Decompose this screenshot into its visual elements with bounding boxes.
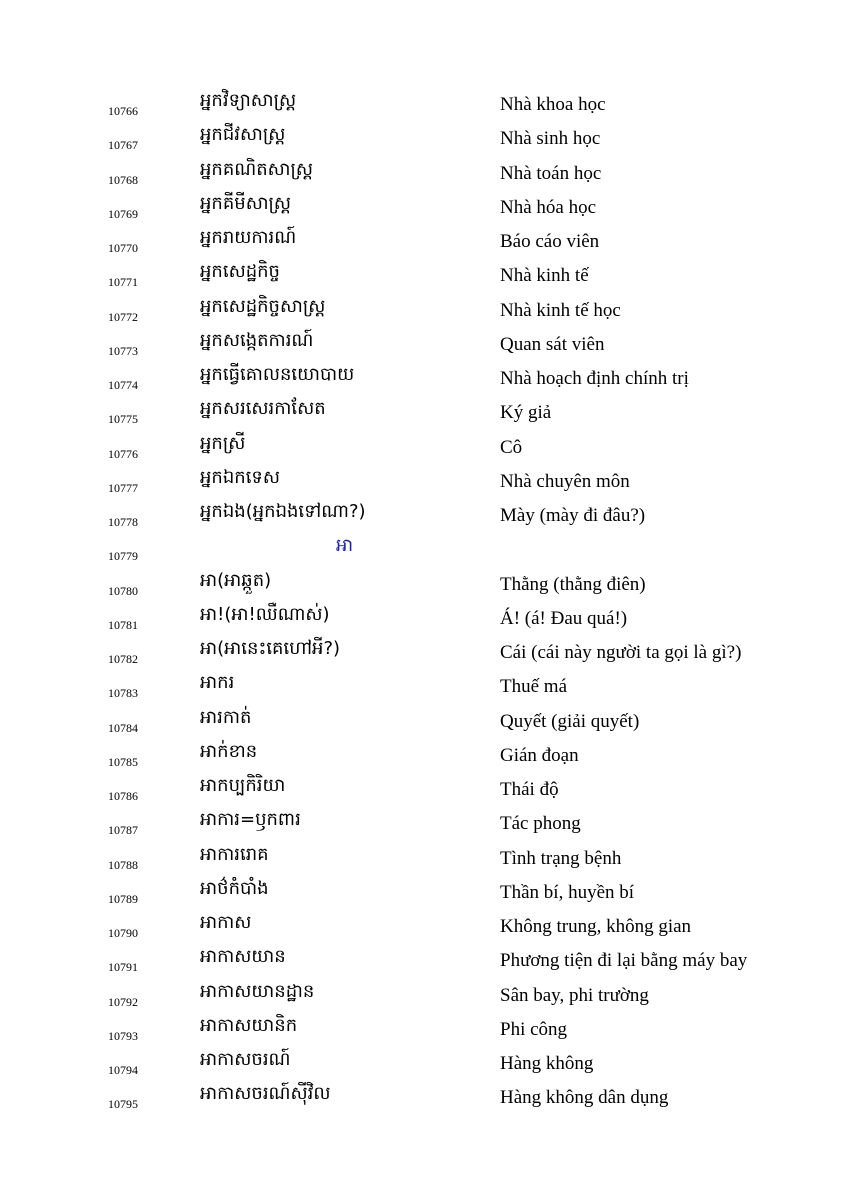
dictionary-entry	[0, 570, 848, 604]
vietnamese-translation: Không trung, không gian	[500, 916, 692, 937]
dictionary-entry	[0, 809, 848, 843]
entry-number: 10769	[108, 206, 138, 221]
entry-number: 10782	[108, 652, 138, 666]
dictionary-entry	[0, 467, 848, 501]
khmer-term: អាកាសយានិក	[200, 1014, 298, 1036]
entry-number: 10772	[108, 309, 138, 324]
vietnamese-translation: Nhà hóa học	[500, 196, 597, 218]
entry-number: 10778	[108, 515, 138, 529]
dictionary-entry	[0, 981, 848, 1015]
entry-number: 10792	[108, 994, 138, 1009]
vietnamese-translation: Sân bay, phi trường	[500, 984, 649, 1006]
vietnamese-translation: Hàng không	[500, 1053, 594, 1074]
khmer-term: អាការ=ឫកពារ	[200, 809, 301, 831]
vietnamese-translation: Nhà sinh học	[500, 128, 601, 150]
dictionary-entry	[0, 330, 848, 364]
vietnamese-translation: Nhà kinh tế học	[500, 299, 621, 321]
entry-number: 10795	[108, 1097, 138, 1112]
khmer-term: អ្នកជីវសាស្ត្រ	[200, 124, 286, 146]
vietnamese-translation: Nhà toán học	[500, 162, 602, 184]
dictionary-entry	[0, 672, 848, 706]
entry-number: 10777	[108, 480, 138, 495]
dictionary-entry	[0, 193, 848, 227]
dictionary-entry	[0, 159, 848, 193]
khmer-term: អ្នកគីមីសាស្ត្រ	[200, 192, 292, 214]
khmer-term: អ្នកឯង(អ្នកឯងទៅណា?)	[200, 501, 366, 522]
vietnamese-translation: Nhà khoa học	[500, 94, 606, 115]
khmer-term: អាថ៌កំបាំង	[200, 877, 269, 899]
dictionary-entry	[0, 844, 848, 878]
dictionary-entry	[0, 878, 848, 912]
entry-number: 10776	[108, 446, 138, 461]
dictionary-entry	[0, 1083, 848, 1117]
vietnamese-translation: Tác phong	[500, 813, 581, 835]
khmer-term: អ្នកស្រី	[200, 432, 246, 454]
vietnamese-translation: Hàng không dân dụng	[500, 1087, 669, 1109]
dictionary-entry	[0, 364, 848, 398]
khmer-term: អា(អានេះគេហៅអី?)	[200, 638, 341, 659]
dictionary-entry	[0, 775, 848, 809]
entry-number: 10775	[108, 412, 138, 427]
entry-number: 10768	[108, 172, 138, 187]
khmer-term: អ្នករាយការណ៍	[200, 227, 297, 248]
vietnamese-translation: Nhà chuyên môn	[500, 470, 630, 492]
dictionary-entry	[0, 1049, 848, 1083]
khmer-term: អ្នកសរសេរកាសែត	[200, 398, 326, 420]
vietnamese-translation: Phi công	[500, 1018, 568, 1040]
dictionary-entry	[0, 227, 848, 261]
vietnamese-translation: Gián đoạn	[500, 744, 579, 766]
entry-number: 10766	[108, 104, 138, 118]
entry-number: 10781	[108, 617, 138, 632]
dictionary-entry	[0, 741, 848, 775]
vietnamese-translation: Phương tiện đi lại bằng máy bay	[500, 950, 748, 972]
vietnamese-translation: Thần bí, huyền bí	[500, 881, 635, 903]
vietnamese-translation: Quyết (giải quyết)	[500, 710, 640, 732]
khmer-term: អ្នកវិទ្យាសាស្ត្រ	[200, 90, 297, 111]
entry-number: 10786	[108, 789, 138, 803]
entry-number: 10774	[108, 378, 138, 392]
khmer-term: អាកប្បកិរិយា	[200, 775, 286, 796]
vietnamese-translation: Tình trạng bệnh	[500, 847, 622, 869]
vietnamese-translation: Cái (cái này người ta gọi là gì?)	[500, 642, 742, 663]
entry-number: 10790	[108, 926, 138, 940]
dictionary-entry	[0, 604, 848, 638]
khmer-term: អាករ	[200, 672, 235, 694]
entry-number: 10791	[108, 960, 138, 975]
entry-number: 10770	[108, 241, 138, 255]
entry-number: 10779	[108, 549, 138, 564]
entry-number: 10787	[108, 823, 138, 838]
vietnamese-translation: Mày (mày đi đâu?)	[500, 505, 646, 526]
khmer-term: អ្នកសង្កេតការណ៍	[200, 329, 314, 351]
khmer-term: អា!(អា!ឈឺណាស់)	[200, 603, 330, 625]
entry-number: 10771	[108, 275, 138, 290]
vietnamese-translation: Nhà kinh tế	[500, 265, 589, 287]
entry-number: 10780	[108, 583, 138, 598]
section-header-row	[0, 535, 848, 569]
vietnamese-translation: Ký giả	[500, 402, 552, 424]
dictionary-entry	[0, 707, 848, 741]
khmer-term: អាកាសចរណ៍ស៊ីវិល	[200, 1083, 331, 1105]
entry-number: 10789	[108, 891, 138, 906]
khmer-term: អ្នកសេដ្ឋកិច្ច	[200, 261, 280, 283]
vietnamese-translation: Thái độ	[500, 779, 559, 800]
khmer-term: អាកាសចរណ៍	[200, 1049, 291, 1070]
vietnamese-translation: Thuế má	[500, 676, 568, 698]
entry-number: 10794	[108, 1063, 138, 1077]
section-heading: អា	[336, 535, 354, 557]
vietnamese-translation: Nhà hoạch định chính trị	[500, 368, 689, 389]
vietnamese-translation: Thằng (thằng điên)	[500, 573, 646, 595]
khmer-term: អាកាសយានដ្ឋាន	[200, 980, 315, 1002]
dictionary-entry	[0, 912, 848, 946]
entry-number: 10783	[108, 686, 138, 701]
entry-number: 10793	[108, 1028, 138, 1043]
dictionary-entry	[0, 124, 848, 158]
dictionary-entry	[0, 433, 848, 467]
dictionary-entry	[0, 90, 848, 124]
khmer-term: អ្នកសេដ្ឋកិច្ចសាស្ត្រ	[200, 295, 326, 317]
khmer-term: អ្នកឯកទេស	[200, 466, 280, 488]
entry-number: 10773	[108, 343, 138, 358]
entry-number: 10784	[108, 720, 138, 735]
dictionary-entry	[0, 1015, 848, 1049]
vietnamese-translation: Á! (á! Đau quá!)	[500, 607, 628, 629]
dictionary-entry	[0, 296, 848, 330]
dictionary-entry	[0, 638, 848, 672]
vietnamese-translation: Cô	[500, 436, 523, 458]
entry-number: 10788	[108, 857, 138, 872]
khmer-term: អ្នកគណិតសាស្ត្រ	[200, 158, 314, 180]
entry-number: 10767	[108, 138, 138, 153]
khmer-term: អាកាស	[200, 912, 252, 933]
khmer-term: អា(អាឆ្កួត)	[200, 569, 272, 591]
vietnamese-translation: Báo cáo viên	[500, 231, 600, 252]
khmer-term: អាការរោគ	[200, 843, 269, 865]
dictionary-entry	[0, 946, 848, 980]
vietnamese-translation: Quan sát viên	[500, 333, 605, 355]
khmer-term: អ្នកធ្វើគោលនយោបាយ	[200, 364, 355, 385]
khmer-term: អាកាសយាន	[200, 946, 286, 968]
khmer-term: អារកាត់	[200, 706, 252, 728]
khmer-term: អាក់ខាន	[200, 740, 258, 762]
dictionary-entry	[0, 398, 848, 432]
entry-number: 10785	[108, 754, 138, 769]
dictionary-entry	[0, 261, 848, 295]
dictionary-entry	[0, 501, 848, 535]
